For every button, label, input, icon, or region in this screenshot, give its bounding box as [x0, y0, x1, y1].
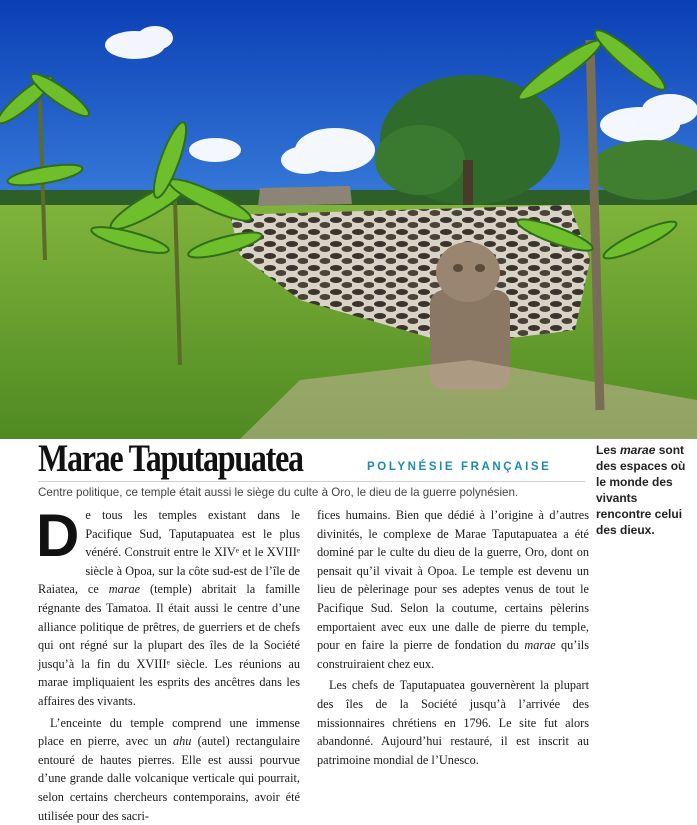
paragraph-text: L’enceinte du temple comprend une immense place en pierre, avec un [38, 715, 300, 749]
caption-marae: marae [620, 443, 656, 457]
article-column-2 [317, 506, 589, 769]
paragraph: Les chefs de Taputapuatea gouvernèrent la plupart des îles de la Société jusqu’à l’arrivée des missionnaires chrétiens en 1796. Le site fut alors abandonné. Aujourd’hui restauré, il est inscrit au patrimoine mondial de l’Unesco. [317, 678, 589, 767]
paragraph-text: fices humains. Bien que dédié à l’origine à d’autres divinités, le complexe de Marae Taputapuatea a été dominé par le culte du dieu de la guerre, Oro, dont on pensait qu’il vivait à Opoa. Le temple est devenu un lieu de pèlerinage pour ses adeptes venus de tout le Pacifique Sud. Selon la coutume, certains pèlerins emportaient avec eux une dalle de pierre du temple, pour en faire la pierre de fondation du [317, 508, 589, 653]
term-ahu: ahu [172, 734, 192, 749]
paragraph-text: qu’ils construiraient chez eux. [317, 638, 590, 671]
caption-post: sont des espaces où le monde des vivants rencontre celui des dieux. [596, 443, 686, 537]
paragraph-text: e tous les temples existant dans le Pacifique Sud, Taputapuatea est le plus vénéré. Construit entre le XIVᵉ et le XVIIIᵉ siècle à Opoa, sur la côte sud-est de l’île de Raiatea, ce [38, 508, 300, 597]
paragraph-text: (autel) rectangulaire entouré de hautes pierres. Elle est aussi pourvue d’une grande dalle volcanique verticale qui pourrait, selon certains chercheurs contemporains, avoir été utilisée pour des sacri- [38, 734, 300, 823]
paragraph [36, 502, 300, 711]
paragraph-text: (temple) abritait la famille régnante des Tamatoa. Il était aussi le centre d’une alliance politique de prêtres, de guerriers et de chefs qui ont régné sur la plupart des îles de la Société jusqu’à la fin du XVIIIᵉ siècle. Les réunions au marae impliquaient les esprits des ancêtres dans les affaires des vivants. [38, 582, 300, 708]
article-column-1 [36, 502, 300, 825]
paragraph [38, 714, 300, 825]
title-divider [38, 481, 585, 482]
term-marae: marae [108, 582, 141, 597]
article-title: Marae Taputapuatea [38, 437, 303, 480]
drop-cap: D [36, 502, 80, 569]
term-marae: marae [524, 638, 556, 653]
region-label: POLYNÉSIE FRANÇAISE [367, 461, 552, 473]
paragraph [317, 506, 589, 673]
article-subtitle: Centre politique, ce temple était aussi le siège du culte à Oro, le dieu de la guerre polynésien. [38, 486, 519, 499]
caption-pre: Les [596, 443, 621, 457]
photo-caption [596, 442, 696, 538]
